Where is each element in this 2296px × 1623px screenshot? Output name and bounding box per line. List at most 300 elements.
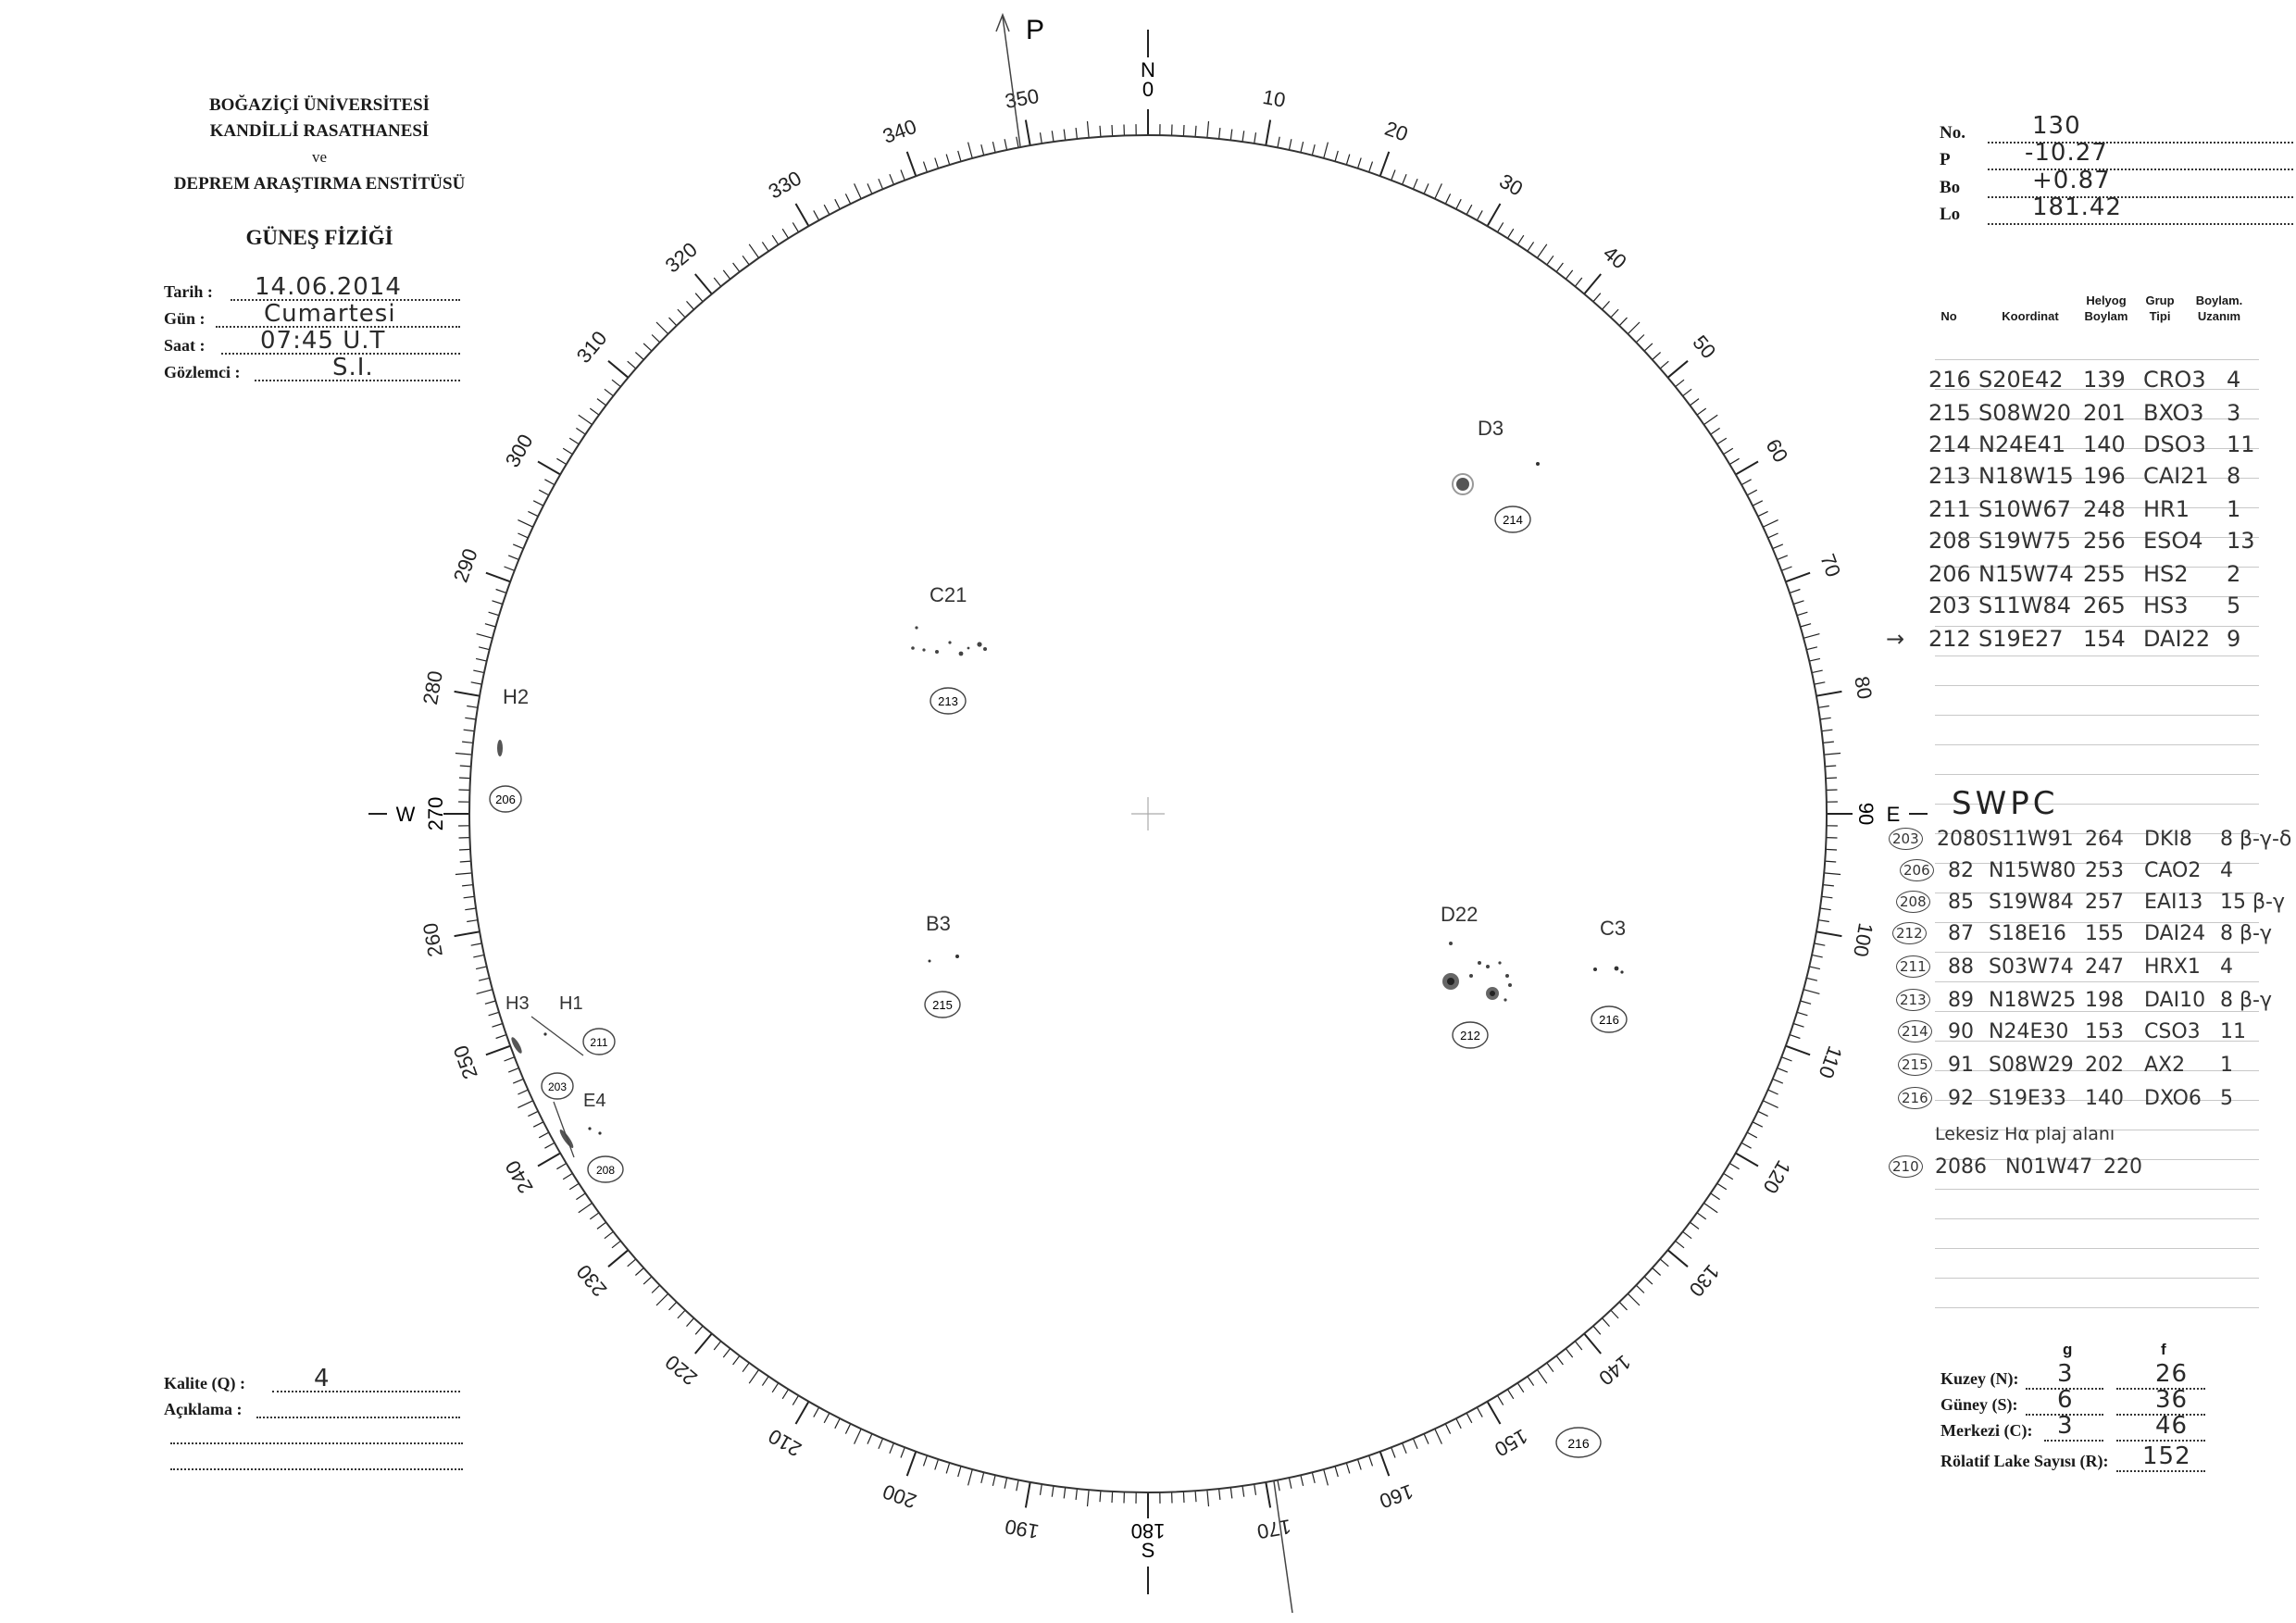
protractor-tick <box>1636 1285 1644 1292</box>
protractor-tick <box>1619 318 1627 326</box>
group-label-b3: B3 <box>926 912 951 935</box>
protractor-tick <box>1312 144 1315 156</box>
protractor-tick <box>1584 1334 1601 1355</box>
protractor-tick <box>590 408 599 415</box>
protractor-tick <box>1703 415 1717 424</box>
protractor-tick <box>792 222 798 231</box>
relative-number-value: 152 <box>2142 1442 2191 1470</box>
protractor-tick <box>1703 1203 1717 1212</box>
protractor-tick <box>465 908 476 910</box>
protractor-tick <box>1724 1173 1733 1179</box>
p-axis-south <box>1274 1481 1292 1613</box>
west-degree-label: 270 <box>424 796 447 831</box>
protractor-tick <box>597 1222 606 1229</box>
sunspot <box>955 955 959 958</box>
protractor-tick <box>1826 849 1837 850</box>
protractor-tick <box>1763 520 1778 528</box>
protractor-tick <box>1041 1484 1042 1495</box>
degree-label: 210 <box>764 1424 805 1462</box>
protractor-tick <box>1823 742 1834 743</box>
central-count-row[interactable] <box>1940 1412 2189 1441</box>
protractor-tick <box>1369 1455 1373 1466</box>
group-label-h3: H3 <box>505 993 530 1014</box>
protractor-tick <box>1690 399 1699 406</box>
protractor-tick <box>528 511 538 516</box>
protractor-tick <box>1278 137 1279 148</box>
protractor-tick <box>1781 567 1791 570</box>
protractor-tick <box>1445 1424 1450 1434</box>
protractor-tick <box>1697 408 1706 415</box>
comment-line[interactable] <box>170 1442 463 1444</box>
protractor-tick <box>635 1268 643 1276</box>
protractor-tick <box>518 520 532 528</box>
protractor-tick <box>890 1443 894 1454</box>
protractor-tick <box>695 1334 712 1355</box>
pointer-line <box>554 1102 574 1157</box>
protractor-tick <box>1547 256 1554 265</box>
date-value: 14.06.2014 <box>255 273 402 301</box>
protractor-tick <box>1825 861 1836 862</box>
protractor-tick <box>1456 1418 1461 1429</box>
protractor-tick <box>1335 1467 1338 1478</box>
protractor-tick <box>1112 1492 1113 1503</box>
protractor-tick <box>459 849 470 850</box>
comment-line[interactable] <box>170 1468 463 1470</box>
time-value: 07:45 U.T <box>260 327 386 355</box>
no-label: No. <box>1940 123 1965 143</box>
protractor-tick <box>455 873 472 875</box>
north-g-value: 3 <box>2057 1360 2074 1388</box>
protractor-tick <box>1790 1035 1800 1039</box>
protractor-tick <box>489 612 499 616</box>
protractor-tick <box>924 1455 928 1466</box>
protractor-tick <box>1266 1482 1270 1508</box>
protractor-tick <box>1628 322 1640 334</box>
sunspot <box>1593 968 1597 971</box>
degree-label: 160 <box>1376 1479 1416 1514</box>
protractor-tick <box>628 361 636 368</box>
protractor-tick <box>981 144 984 156</box>
east-label: E <box>1886 803 1901 826</box>
protractor-tick <box>1824 754 1841 755</box>
protractor-tick <box>968 1469 973 1485</box>
protractor-tick <box>1413 179 1417 189</box>
protractor-tick <box>890 174 894 184</box>
group-number-206: 206 <box>495 793 516 806</box>
protractor-tick <box>1653 353 1661 360</box>
protractor-tick <box>1741 1142 1752 1148</box>
protractor-tick <box>1358 158 1362 169</box>
protractor-tick <box>772 235 779 244</box>
quality-label: Kalite (Q) : <box>164 1374 245 1392</box>
protractor-tick <box>1806 647 1817 650</box>
protractor-tick <box>907 152 917 176</box>
group-label-c21: C21 <box>930 583 967 606</box>
protractor-tick <box>477 990 493 994</box>
protractor-tick <box>533 1122 543 1127</box>
protractor-tick <box>1711 428 1720 434</box>
protractor-tick <box>1653 1268 1661 1276</box>
protractor-tick <box>1793 1024 1803 1028</box>
protractor-tick <box>1380 1452 1390 1476</box>
protractor-tick <box>1803 634 1819 639</box>
protractor-tick <box>1790 590 1800 593</box>
protractor-tick <box>669 1302 677 1310</box>
protractor-tick <box>1809 658 1820 661</box>
protractor-tick <box>1230 1488 1232 1499</box>
protractor-tick <box>467 706 478 708</box>
protractor-tick <box>1603 1318 1610 1327</box>
protractor-tick <box>1566 1349 1572 1358</box>
degree-label: 80 <box>1850 674 1878 702</box>
protractor-tick <box>1820 908 1831 910</box>
protractor-tick <box>1584 274 1601 294</box>
protractor-tick <box>687 301 694 309</box>
group-label-e4: E4 <box>583 1091 606 1111</box>
protractor-tick <box>1628 1293 1640 1305</box>
protractor-tick <box>1254 1484 1256 1495</box>
protractor-tick <box>1778 1068 1788 1073</box>
protractor-tick <box>1697 1213 1706 1219</box>
protractor-tick <box>656 322 668 334</box>
protractor-tick <box>1773 1079 1783 1083</box>
group-number-203: 203 <box>547 1080 568 1093</box>
protractor-tick <box>992 1475 995 1486</box>
protractor-tick <box>742 256 749 265</box>
protractor-tick <box>455 692 480 696</box>
arrow-icon: → <box>1886 626 1905 652</box>
protractor-tick <box>1820 718 1831 719</box>
protractor-tick <box>1556 1355 1563 1365</box>
protractor-tick <box>569 438 579 444</box>
protractor-tick <box>538 462 560 475</box>
p-axis-label: P <box>1026 15 1045 45</box>
degree-label: 130 <box>1684 1260 1725 1302</box>
protractor-tick <box>879 179 883 189</box>
protractor-tick <box>1380 152 1390 176</box>
protractor-tick <box>1809 967 1820 969</box>
protractor-tick <box>924 162 928 172</box>
protractor-tick <box>1747 1132 1757 1138</box>
protractor-tick <box>762 1377 768 1386</box>
protractor-tick <box>455 754 472 755</box>
protractor-tick <box>855 1429 862 1443</box>
protractor-tick <box>1052 131 1054 142</box>
group-label-h2: H2 <box>503 685 530 708</box>
protractor-tick <box>1517 1383 1524 1392</box>
degree-label: 350 <box>1003 83 1042 113</box>
protractor-tick <box>1435 183 1442 198</box>
protractor-tick <box>460 861 471 862</box>
protractor-tick <box>1724 448 1733 454</box>
south-g-value: 6 <box>2057 1386 2074 1414</box>
protractor-tick <box>462 885 473 886</box>
north-f-value: 26 <box>2155 1360 2189 1388</box>
protractor-tick <box>968 143 973 158</box>
swpc-note: Lekesiz Hα plaj alanı <box>1935 1124 2115 1144</box>
protractor-tick <box>1528 1377 1534 1386</box>
protractor-tick <box>1289 1478 1292 1489</box>
col-header-coordinate: Koordinat <box>2002 309 2059 323</box>
protractor-tick <box>485 1001 496 1004</box>
protractor-tick <box>1064 1488 1066 1499</box>
protractor-tick <box>714 1342 721 1350</box>
protractor-tick <box>1603 301 1610 309</box>
comment-label: Açıklama : <box>164 1400 243 1418</box>
protractor-tick <box>1768 533 1778 538</box>
protractor-tick <box>643 1277 652 1284</box>
protractor-tick <box>485 624 496 627</box>
sunspot <box>497 740 503 756</box>
protractor-tick <box>1041 132 1042 144</box>
relative-number-label: Rölatif Lake Sayısı (R): <box>1940 1452 2109 1470</box>
protractor-tick <box>1717 1183 1727 1190</box>
group-number-213: 213 <box>938 694 958 708</box>
protractor-tick <box>1556 263 1563 272</box>
protractor-tick <box>1498 222 1504 231</box>
relative-number-row[interactable] <box>1940 1442 2191 1471</box>
col-header-group-type: Grup Tipi <box>2145 293 2175 323</box>
protractor-tick <box>1466 205 1472 215</box>
south-label: S <box>1141 1539 1155 1562</box>
protractor-tick <box>824 205 830 215</box>
protractor-tick <box>669 318 677 326</box>
protractor-tick <box>1312 1472 1315 1483</box>
degree-label: 190 <box>1003 1515 1042 1544</box>
protractor-tick <box>556 458 566 464</box>
protractor-tick <box>656 1293 668 1305</box>
protractor-tick <box>1768 1090 1778 1094</box>
protractor-tick <box>1391 1447 1395 1457</box>
protractor-tick <box>1668 1250 1689 1267</box>
protractor-tick <box>612 380 620 387</box>
protractor-tick <box>1100 1491 1101 1502</box>
protractor-tick <box>1358 1459 1362 1469</box>
protractor-tick <box>1801 624 1812 627</box>
institute-name: DEPREM ARAŞTIRMA ENSTİTÜSÜ <box>173 174 466 194</box>
degree-label: 70 <box>1816 550 1846 581</box>
degree-label: 140 <box>1594 1350 1636 1391</box>
protractor-tick <box>1823 885 1834 886</box>
group-number-212: 212 <box>1460 1029 1480 1042</box>
protractor-tick <box>1778 556 1788 560</box>
protractor-tick <box>563 448 572 454</box>
protractor-tick <box>1668 361 1689 378</box>
protractor-tick <box>476 658 487 661</box>
protractor-tick <box>1822 896 1833 898</box>
protractor-tick <box>946 1463 949 1473</box>
protractor-tick <box>1403 1443 1407 1454</box>
protractor-tick <box>1753 501 1763 506</box>
protractor-tick <box>590 1213 599 1219</box>
south-degree-label: 180 <box>1130 1519 1166 1542</box>
protractor-tick <box>1477 210 1482 220</box>
north-count-row[interactable] <box>1940 1360 2189 1389</box>
degree-label: 150 <box>1491 1424 1532 1462</box>
protractor-tick <box>477 634 493 639</box>
protractor-tick <box>1547 1363 1554 1372</box>
sunspot <box>1615 967 1619 971</box>
protractor-tick <box>1346 155 1350 165</box>
degree-label: 110 <box>1814 1042 1847 1082</box>
protractor-tick <box>1183 1492 1184 1503</box>
protractor-tick <box>462 742 473 743</box>
protractor-tick <box>1644 343 1653 351</box>
south-count-label: Güney (S): <box>1940 1395 2018 1414</box>
degree-label: 40 <box>1598 241 1631 274</box>
protractor-tick <box>1112 125 1113 136</box>
protractor-tick <box>1507 229 1513 238</box>
protractor-tick <box>563 1173 572 1179</box>
protractor-tick <box>533 501 543 506</box>
protractor-tick <box>471 943 482 945</box>
protractor-tick <box>992 142 995 153</box>
protractor-tick <box>687 1318 694 1327</box>
protractor-tick <box>1717 438 1727 444</box>
degree-label: 60 <box>1761 434 1793 467</box>
degree-label: 30 <box>1495 169 1528 201</box>
protractor-tick <box>714 278 721 286</box>
protractor-tick <box>749 244 758 258</box>
protractor-tick <box>1278 1480 1279 1492</box>
protractor-tick <box>1683 1231 1692 1238</box>
protractor-tick <box>1435 1429 1442 1443</box>
protractor-tick <box>1818 706 1829 708</box>
protractor-tick <box>544 480 555 485</box>
protractor-tick <box>695 293 703 302</box>
protractor-tick <box>1793 601 1803 605</box>
protractor-tick <box>1758 511 1768 516</box>
protractor-tick <box>508 1068 518 1073</box>
protractor-tick <box>824 1413 830 1423</box>
protractor-tick <box>845 1424 850 1434</box>
protractor-tick <box>772 1383 779 1392</box>
degree-label: 200 <box>880 1479 920 1514</box>
conjunction-text: ve <box>311 148 328 166</box>
protractor-tick <box>782 229 788 238</box>
protractor-tick <box>1064 130 1066 141</box>
protractor-tick <box>513 1079 523 1083</box>
sunspot <box>598 1131 601 1134</box>
protractor-tick <box>1537 1369 1546 1383</box>
protractor-tick <box>958 151 961 162</box>
protractor-tick <box>814 210 819 220</box>
protractor-tick <box>733 1355 740 1365</box>
protractor-tick <box>643 343 652 351</box>
group-number-211: 211 <box>590 1036 608 1049</box>
protractor-tick <box>901 170 905 181</box>
day-value: Cumartesi <box>264 300 396 328</box>
protractor-tick <box>608 361 629 378</box>
protractor-tick <box>1786 1046 1810 1055</box>
group-label-h1: H1 <box>559 993 583 1014</box>
protractor-tick <box>635 353 643 360</box>
protractor-tick <box>576 1193 585 1200</box>
protractor-tick <box>796 1402 809 1424</box>
protractor-tick <box>513 544 523 549</box>
protractor-tick <box>1466 1413 1472 1423</box>
sunspot-cluster-d22 <box>1442 942 1512 1002</box>
protractor-tick <box>1391 170 1395 181</box>
protractor-tick <box>835 1418 840 1429</box>
degree-label: 220 <box>660 1350 702 1391</box>
protractor-tick <box>723 1349 730 1358</box>
group-label-d22: D22 <box>1441 903 1479 926</box>
protractor-tick <box>556 1164 566 1169</box>
group-label-c3: C3 <box>1600 917 1627 940</box>
protractor-tick <box>792 1395 798 1405</box>
protractor-tick <box>749 1369 758 1383</box>
protractor-tick <box>1324 1469 1329 1485</box>
protractor-tick <box>695 1326 703 1334</box>
protractor-tick <box>518 1101 532 1108</box>
observer-value: S.I. <box>332 354 374 381</box>
protractor-tick <box>1324 143 1329 158</box>
group-number-214: 214 <box>1503 513 1523 527</box>
protractor-tick <box>1683 389 1692 395</box>
protractor-tick <box>493 601 503 605</box>
protractor-tick <box>1195 126 1196 137</box>
degree-label: 310 <box>571 326 612 368</box>
protractor-tick <box>467 920 478 922</box>
protractor-tick <box>796 204 809 226</box>
protractor-tick <box>1445 194 1450 204</box>
protractor-tick <box>1801 1001 1812 1004</box>
comment-field[interactable] <box>164 1400 243 1419</box>
protractor-tick <box>1826 778 1837 779</box>
degree-label: 120 <box>1758 1156 1796 1198</box>
lo-value: 181.42 <box>2032 194 2122 221</box>
sunspot <box>543 1032 546 1035</box>
protractor-tick <box>538 1154 560 1167</box>
protractor-tick <box>1195 1491 1196 1502</box>
sunspot <box>1620 970 1623 973</box>
protractor-tick <box>845 194 850 204</box>
protractor-tick <box>652 1285 660 1292</box>
protractor-tick <box>460 766 471 767</box>
south-count-row[interactable] <box>1940 1386 2189 1415</box>
observatory-name: KANDİLLİ RASATHANESİ <box>209 121 430 141</box>
protractor-tick <box>544 1142 555 1148</box>
protractor-tick <box>935 1459 939 1469</box>
quality-field[interactable] <box>164 1365 331 1393</box>
protractor-tick <box>505 1057 515 1061</box>
degree-label: 300 <box>500 430 538 471</box>
protractor-tick <box>1773 544 1783 549</box>
degree-label: 290 <box>448 545 482 586</box>
degree-label: 10 <box>1260 84 1288 112</box>
protractor-tick <box>612 1241 620 1248</box>
protractor-tick <box>476 967 487 969</box>
p-label: P <box>1940 150 1951 169</box>
protractor-tick <box>1528 242 1534 251</box>
protractor-tick <box>1822 730 1833 731</box>
protractor-tick <box>1812 670 1823 673</box>
protractor-tick <box>695 274 712 294</box>
protractor-tick <box>907 1452 917 1476</box>
protractor-tick <box>867 183 872 194</box>
protractor-tick <box>1004 1478 1007 1489</box>
protractor-tick <box>486 1046 510 1055</box>
protractor-tick <box>1004 139 1007 150</box>
protractor-tick <box>1207 121 1209 138</box>
central-g-value: 3 <box>2057 1412 2074 1440</box>
day-label: Gün : <box>164 309 206 328</box>
protractor-tick <box>505 567 515 570</box>
protractor-tick <box>782 1390 788 1399</box>
protractor-tick <box>1786 573 1810 582</box>
protractor-tick <box>473 955 484 957</box>
